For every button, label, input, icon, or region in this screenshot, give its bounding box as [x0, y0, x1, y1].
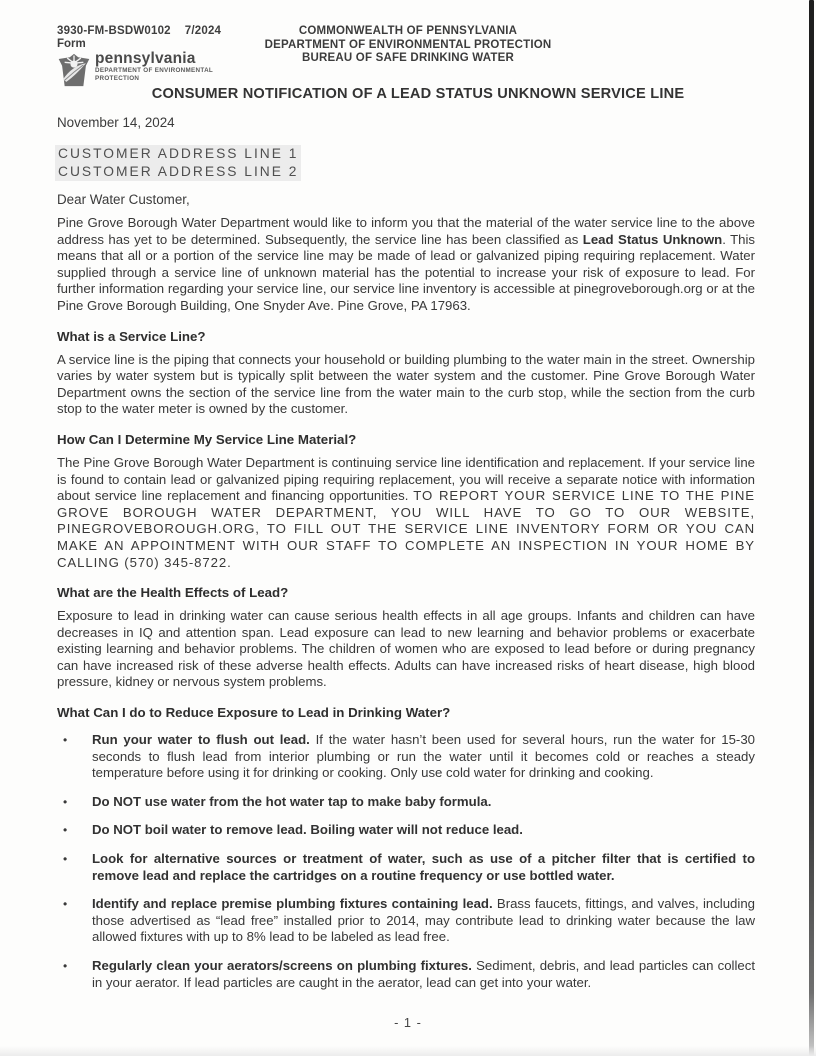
section-heading: What Can I do to Reduce Exposure to Lead in Drinking Water?: [57, 705, 451, 721]
bullet-text: [92, 794, 755, 811]
text-segment: A service line is the piping that connects your household or building plumbing to the water main in the street. Ownership varies by water system but is typically split between the water system and the customer. Pine Grove Borough Water Department owns the section of the service line from the water main to the curb stop, while the section from the curb stop to the water meter is owned by the customer.: [57, 351, 755, 417]
logo-brand: pennsylvania: [95, 50, 196, 67]
letter-content: [0, 115, 816, 991]
text-segment: Brass faucets, fittings, and valves, including those advertised as “lead free” installed prior to 2014, may contribute lead to drinking water because the law allowed fixtures with up to 8% lead to be labeled as lead free.: [92, 896, 755, 945]
text-segment: Look for alternative sources or treatment of water, such as use of a pitcher filter that is certified to remove lead and replace the cartridges on a routine frequency or use bottled water.: [92, 851, 755, 883]
text-segment: Run your water to flush out lead.: [92, 732, 310, 748]
text-segment: Lead Status Unknown: [582, 231, 723, 247]
bullet-icon: •: [63, 794, 68, 809]
logo-dept-line2: PROTECTION: [95, 74, 140, 82]
text-segment: If the water hasn’t been used for several hours, run the water for 15-30 seconds to flush lead from interior plumbing or run the water until it becomes cold or reaches a steady temperature before using it for drinking or cooking. Only use cold water for drinking and cooking.: [92, 732, 755, 781]
page-number: - 1 -: [394, 1015, 422, 1030]
agency-line-bureau: BUREAU OF SAFE DRINKING WATER: [302, 52, 514, 64]
page-header: [0, 0, 816, 82]
text-segment: Pine Grove Borough Water Department would like to inform you that the material of the water service line to the above address has yet to be determined. Subsequently, the service line has been classified as: [57, 215, 755, 247]
text-segment: . This means that all or a portion of the service line may be made of lead or galvanized piping requiring replacement. Water supplied through a service line of unknown material has the potential to increase your risk of exposure to lead. For further information regarding your service line, our service line inventory is accessible at pinegroveborough.org or at the Pine Grove Borough Building, One Snyder Ave. Pine Grove, PA 17963.: [57, 231, 756, 313]
bullet-icon: •: [63, 823, 68, 838]
text-segment: Do NOT boil water to remove lead. Boiling water will not reduce lead.: [92, 822, 523, 838]
paragraph: [57, 215, 755, 315]
agency-line-commonwealth: COMMONWEALTH OF PENNSYLVANIA: [298, 25, 518, 37]
bullet-item: [57, 851, 755, 884]
agency-line-department: DEPARTMENT OF ENVIRONMENTAL PROTECTION: [264, 38, 552, 51]
address-line-1: CUSTOMER ADDRESS LINE 1: [55, 145, 301, 163]
bullet-item: [57, 732, 755, 782]
text-segment: Identify and replace premise plumbing fixtures containing lead.: [92, 896, 493, 912]
form-revision: 7/2024: [184, 25, 222, 37]
paragraph: [57, 608, 755, 691]
address-line-2: CUSTOMER ADDRESS LINE 2: [55, 163, 301, 181]
bullet-item: [57, 822, 755, 839]
paragraph: [57, 455, 755, 571]
bullet-icon: •: [63, 897, 68, 912]
bullet-text: [92, 732, 755, 782]
text-segment: Do NOT use water from the hot water tap to make baby formula.: [92, 793, 492, 809]
bullet-text: [92, 896, 755, 946]
bullet-item: [57, 794, 755, 811]
bullet-item: [57, 896, 755, 946]
bullet-text: [92, 851, 755, 884]
scanner-edge-artifact: [809, 0, 814, 1056]
text-segment: TO REPORT YOUR SERVICE LINE TO THE PINE GROVE BOROUGH WATER DEPARTMENT, YOU WILL HAVE TO GO TO OUR WEBSITE, PINEGROVEBOROUGH.ORG, TO FILL OUT THE SERVICE LINE INVENTORY FORM OR YOU CAN MAKE AN APPOINTMENT WITH OUR STAFF TO COMPLETE AN INSPECTION IN YOUR HOME BY CALLING (570) 345-8722.: [57, 488, 755, 570]
logo-dept-line1: DEPARTMENT OF ENVIRONMENTAL: [95, 67, 214, 74]
text-segment: Regularly clean your aerators/screens on plumbing fixtures.: [92, 958, 472, 973]
text-segment: Exposure to lead in drinking water can cause serious health effects in all age groups. Infants and children can have decreases in IQ and attention span. Lead exposure can lead to new learning and behavior problems or exacerbate existing learning and behavior problems. The children of women who are exposed to lead before or during pregnancy can have increased risk of these adverse health effects. Adults can have increased risks of heart disease, high blood pressure, kidney or nervous system problems.: [57, 608, 755, 690]
scanner-bottom-shadow: [0, 1046, 816, 1056]
section-heading: How Can I Determine My Service Line Material?: [57, 431, 357, 447]
bullet-text: [92, 958, 755, 991]
bullet-icon: •: [63, 733, 68, 748]
bullet-item: [57, 958, 755, 991]
text-segment: The Pine Grove Borough Water Department is continuing service line identification and replacement. If your service line is found to contain lead or galvanized piping requiring replacement, you will receive a separate notice with information about service line replacement and financing opportunities.: [57, 454, 755, 504]
bullet-icon: •: [63, 852, 68, 867]
section-heading: What are the Health Effects of Lead?: [57, 585, 289, 601]
agency-block: [0, 25, 816, 66]
letter-date: November 14, 2024: [57, 115, 175, 130]
bullet-text: [92, 822, 755, 839]
paragraph: [57, 352, 755, 418]
document-title: CONSUMER NOTIFICATION OF A LEAD STATUS UNKNOWN SERVICE LINE: [151, 86, 685, 102]
form-label: Form: [57, 38, 86, 50]
form-number: 3930-FM-BSDW0102: [57, 25, 171, 37]
salutation: Dear Water Customer,: [57, 192, 190, 207]
bullet-icon: •: [63, 959, 68, 973]
text-segment: Sediment, debris, and lead particles can collect in your aerator. If lead particles are caught in the aerator, lead can get into your water.: [92, 958, 755, 990]
address-block: [57, 145, 755, 181]
section-heading: What is a Service Line?: [57, 328, 206, 344]
letter-body: [57, 215, 755, 991]
